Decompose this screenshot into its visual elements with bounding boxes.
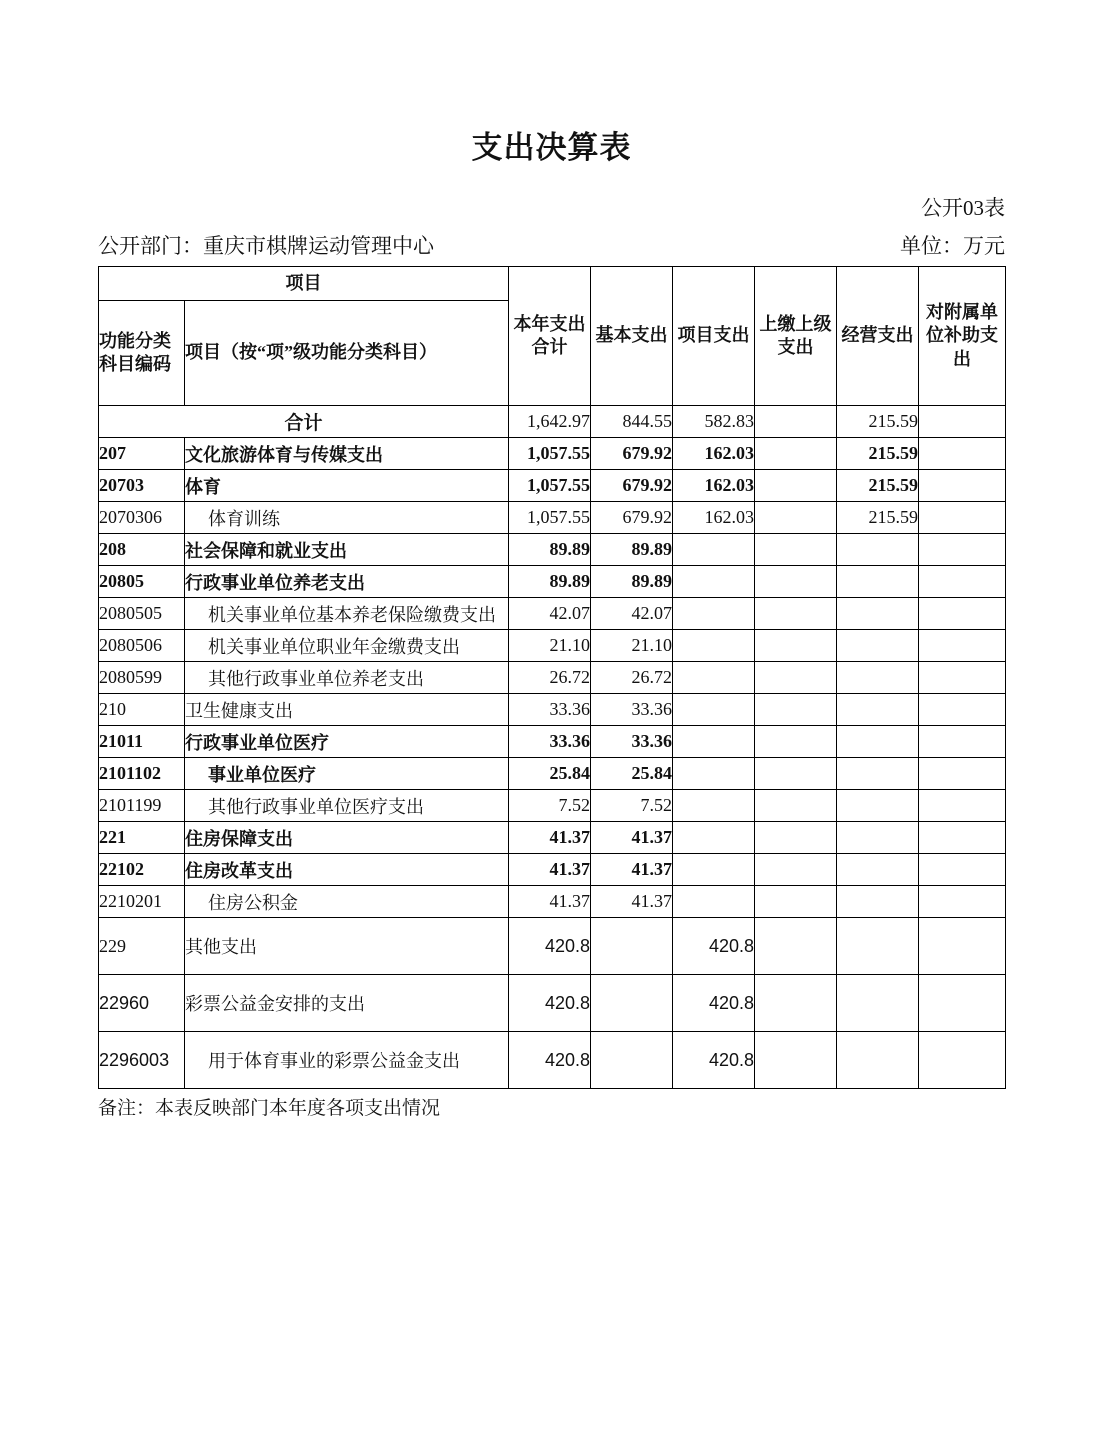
row-name-cell: 行政事业单位医疗 <box>185 726 509 758</box>
table-row <box>99 790 1006 822</box>
value-cell <box>919 502 1006 534</box>
value-cell: 420.8 <box>673 975 755 1032</box>
value-cell: 420.8 <box>673 1032 755 1089</box>
value-cell <box>919 854 1006 886</box>
row-code-cell: 2101102 <box>99 758 185 790</box>
header-col-total-expenditure: 本年支出合计 <box>509 267 591 406</box>
value-cell: 41.37 <box>591 822 673 854</box>
expenditure-table <box>98 266 1006 1089</box>
value-cell <box>755 854 837 886</box>
row-name-cell: 机关事业单位基本养老保险缴费支出 <box>185 598 509 630</box>
value-cell <box>837 822 919 854</box>
table-row <box>99 662 1006 694</box>
value-cell <box>755 918 837 975</box>
value-cell <box>919 790 1006 822</box>
value-cell <box>837 598 919 630</box>
value-cell <box>755 566 837 598</box>
row-code-cell: 2101199 <box>99 790 185 822</box>
value-cell <box>919 534 1006 566</box>
value-cell <box>837 534 919 566</box>
value-cell: 582.83 <box>673 406 755 438</box>
value-cell <box>837 630 919 662</box>
row-code-cell: 207 <box>99 438 185 470</box>
value-cell: 33.36 <box>591 726 673 758</box>
value-cell <box>673 534 755 566</box>
value-cell: 215.59 <box>837 502 919 534</box>
value-cell <box>755 598 837 630</box>
table-row <box>99 886 1006 918</box>
value-cell <box>673 630 755 662</box>
value-cell: 1,642.97 <box>509 406 591 438</box>
table-row <box>99 630 1006 662</box>
value-cell <box>919 1032 1006 1089</box>
header-col-upward-payment: 上缴上级支出 <box>755 267 837 406</box>
value-cell: 215.59 <box>837 438 919 470</box>
header-col-item-name: 项目（按“项”级功能分类科目） <box>185 301 509 406</box>
value-cell: 42.07 <box>509 598 591 630</box>
table-row <box>99 918 1006 975</box>
table-row <box>99 822 1006 854</box>
value-cell <box>919 662 1006 694</box>
value-cell <box>919 470 1006 502</box>
department-label: 公开部门：重庆市棋牌运动管理中心 <box>98 234 434 258</box>
row-code-cell: 22960 <box>99 975 185 1032</box>
value-cell: 21.10 <box>509 630 591 662</box>
header-col-function-code: 功能分类科目编码 <box>99 301 185 406</box>
value-cell <box>673 598 755 630</box>
row-code-cell: 2080505 <box>99 598 185 630</box>
value-cell <box>755 470 837 502</box>
value-cell: 162.03 <box>673 502 755 534</box>
value-cell: 25.84 <box>591 758 673 790</box>
row-name-cell: 住房保障支出 <box>185 822 509 854</box>
row-code-cell: 2080506 <box>99 630 185 662</box>
value-cell <box>591 1032 673 1089</box>
value-cell: 33.36 <box>591 694 673 726</box>
value-cell: 89.89 <box>591 534 673 566</box>
value-cell: 1,057.55 <box>509 502 591 534</box>
table-row <box>99 406 1006 438</box>
value-cell <box>837 758 919 790</box>
row-name-cell: 住房公积金 <box>185 886 509 918</box>
value-cell <box>837 975 919 1032</box>
value-cell <box>837 1032 919 1089</box>
form-number: 公开03表 <box>921 196 1005 220</box>
row-code-cell: 229 <box>99 918 185 975</box>
value-cell: 1,057.55 <box>509 470 591 502</box>
row-name-cell: 卫生健康支出 <box>185 694 509 726</box>
total-label-cell: 合计 <box>99 406 509 438</box>
value-cell: 41.37 <box>509 886 591 918</box>
value-cell <box>919 822 1006 854</box>
note-text: 备注：本表反映部门本年度各项支出情况 <box>98 1098 441 1119</box>
row-name-cell: 事业单位医疗 <box>185 758 509 790</box>
value-cell <box>755 975 837 1032</box>
row-name-cell: 行政事业单位养老支出 <box>185 566 509 598</box>
value-cell <box>673 694 755 726</box>
table-row <box>99 502 1006 534</box>
value-cell: 41.37 <box>591 886 673 918</box>
value-cell <box>755 1032 837 1089</box>
row-name-cell: 体育 <box>185 470 509 502</box>
value-cell <box>919 886 1006 918</box>
value-cell <box>755 886 837 918</box>
value-cell <box>919 566 1006 598</box>
value-cell: 844.55 <box>591 406 673 438</box>
value-cell: 1,057.55 <box>509 438 591 470</box>
row-code-cell: 2070306 <box>99 502 185 534</box>
table-row <box>99 726 1006 758</box>
value-cell <box>673 566 755 598</box>
row-name-cell: 用于体育事业的彩票公益金支出 <box>185 1032 509 1089</box>
value-cell: 420.8 <box>509 975 591 1032</box>
value-cell: 679.92 <box>591 502 673 534</box>
page-title: 支出决算表 <box>471 130 632 165</box>
unit-label: 单位：万元 <box>900 234 1005 258</box>
value-cell <box>755 822 837 854</box>
row-code-cell: 22102 <box>99 854 185 886</box>
row-code-cell: 21011 <box>99 726 185 758</box>
value-cell: 26.72 <box>509 662 591 694</box>
value-cell <box>755 502 837 534</box>
value-cell <box>673 726 755 758</box>
value-cell <box>919 406 1006 438</box>
table-row <box>99 694 1006 726</box>
value-cell: 33.36 <box>509 726 591 758</box>
row-code-cell: 221 <box>99 822 185 854</box>
value-cell <box>755 438 837 470</box>
document-content <box>98 0 1005 1121</box>
value-cell <box>919 975 1006 1032</box>
row-name-cell: 社会保障和就业支出 <box>185 534 509 566</box>
value-cell <box>837 726 919 758</box>
row-code-cell: 210 <box>99 694 185 726</box>
value-cell <box>755 726 837 758</box>
value-cell <box>837 886 919 918</box>
row-code-cell: 208 <box>99 534 185 566</box>
value-cell <box>755 630 837 662</box>
row-name-cell: 其他行政事业单位医疗支出 <box>185 790 509 822</box>
value-cell <box>673 758 755 790</box>
value-cell <box>837 918 919 975</box>
value-cell: 679.92 <box>591 470 673 502</box>
value-cell: 89.89 <box>591 566 673 598</box>
value-cell: 26.72 <box>591 662 673 694</box>
row-name-cell: 其他行政事业单位养老支出 <box>185 662 509 694</box>
table-row <box>99 534 1006 566</box>
row-name-cell: 体育训练 <box>185 502 509 534</box>
row-code-cell: 2210201 <box>99 886 185 918</box>
value-cell <box>919 918 1006 975</box>
value-cell <box>837 566 919 598</box>
row-name-cell: 住房改革支出 <box>185 854 509 886</box>
table-row <box>99 470 1006 502</box>
value-cell <box>919 758 1006 790</box>
table-row <box>99 854 1006 886</box>
value-cell <box>919 726 1006 758</box>
header-project-group: 项目 <box>99 267 509 301</box>
value-cell <box>755 662 837 694</box>
value-cell <box>673 886 755 918</box>
value-cell: 7.52 <box>509 790 591 822</box>
row-name-cell: 其他支出 <box>185 918 509 975</box>
value-cell <box>837 662 919 694</box>
row-code-cell: 2080599 <box>99 662 185 694</box>
table-row <box>99 598 1006 630</box>
value-cell: 162.03 <box>673 470 755 502</box>
value-cell <box>755 790 837 822</box>
row-code-cell: 20703 <box>99 470 185 502</box>
value-cell <box>755 694 837 726</box>
value-cell: 679.92 <box>591 438 673 470</box>
value-cell <box>919 598 1006 630</box>
value-cell <box>837 694 919 726</box>
row-name-cell: 机关事业单位职业年金缴费支出 <box>185 630 509 662</box>
value-cell <box>755 534 837 566</box>
meta-row <box>98 233 1005 260</box>
header-col-project-expenditure: 项目支出 <box>673 267 755 406</box>
value-cell <box>837 790 919 822</box>
value-cell <box>755 758 837 790</box>
table-row <box>99 975 1006 1032</box>
value-cell: 41.37 <box>509 854 591 886</box>
value-cell <box>755 406 837 438</box>
value-cell <box>673 790 755 822</box>
value-cell <box>591 975 673 1032</box>
header-col-basic-expenditure: 基本支出 <box>591 267 673 406</box>
row-name-cell: 彩票公益金安排的支出 <box>185 975 509 1032</box>
value-cell: 215.59 <box>837 470 919 502</box>
value-cell <box>919 694 1006 726</box>
value-cell <box>919 438 1006 470</box>
value-cell: 89.89 <box>509 566 591 598</box>
value-cell: 25.84 <box>509 758 591 790</box>
value-cell: 162.03 <box>673 438 755 470</box>
value-cell <box>591 918 673 975</box>
value-cell <box>673 854 755 886</box>
header-col-operating-expenditure: 经营支出 <box>837 267 919 406</box>
header-col-subsidy-affiliated: 对附属单位补助支出 <box>919 267 1006 406</box>
value-cell: 420.8 <box>673 918 755 975</box>
value-cell: 41.37 <box>509 822 591 854</box>
table-row <box>99 566 1006 598</box>
row-code-cell: 20805 <box>99 566 185 598</box>
value-cell: 420.8 <box>509 1032 591 1089</box>
value-cell: 89.89 <box>509 534 591 566</box>
value-cell <box>673 822 755 854</box>
table-header <box>99 267 1006 406</box>
value-cell <box>837 854 919 886</box>
value-cell: 21.10 <box>591 630 673 662</box>
row-name-cell: 文化旅游体育与传媒支出 <box>185 438 509 470</box>
value-cell: 7.52 <box>591 790 673 822</box>
table-row <box>99 1032 1006 1089</box>
table-row <box>99 758 1006 790</box>
table-row <box>99 438 1006 470</box>
value-cell: 41.37 <box>591 854 673 886</box>
value-cell: 33.36 <box>509 694 591 726</box>
row-code-cell: 2296003 <box>99 1032 185 1089</box>
value-cell <box>919 630 1006 662</box>
value-cell <box>673 662 755 694</box>
value-cell: 215.59 <box>837 406 919 438</box>
table-body <box>99 406 1006 1089</box>
value-cell: 42.07 <box>591 598 673 630</box>
value-cell: 420.8 <box>509 918 591 975</box>
